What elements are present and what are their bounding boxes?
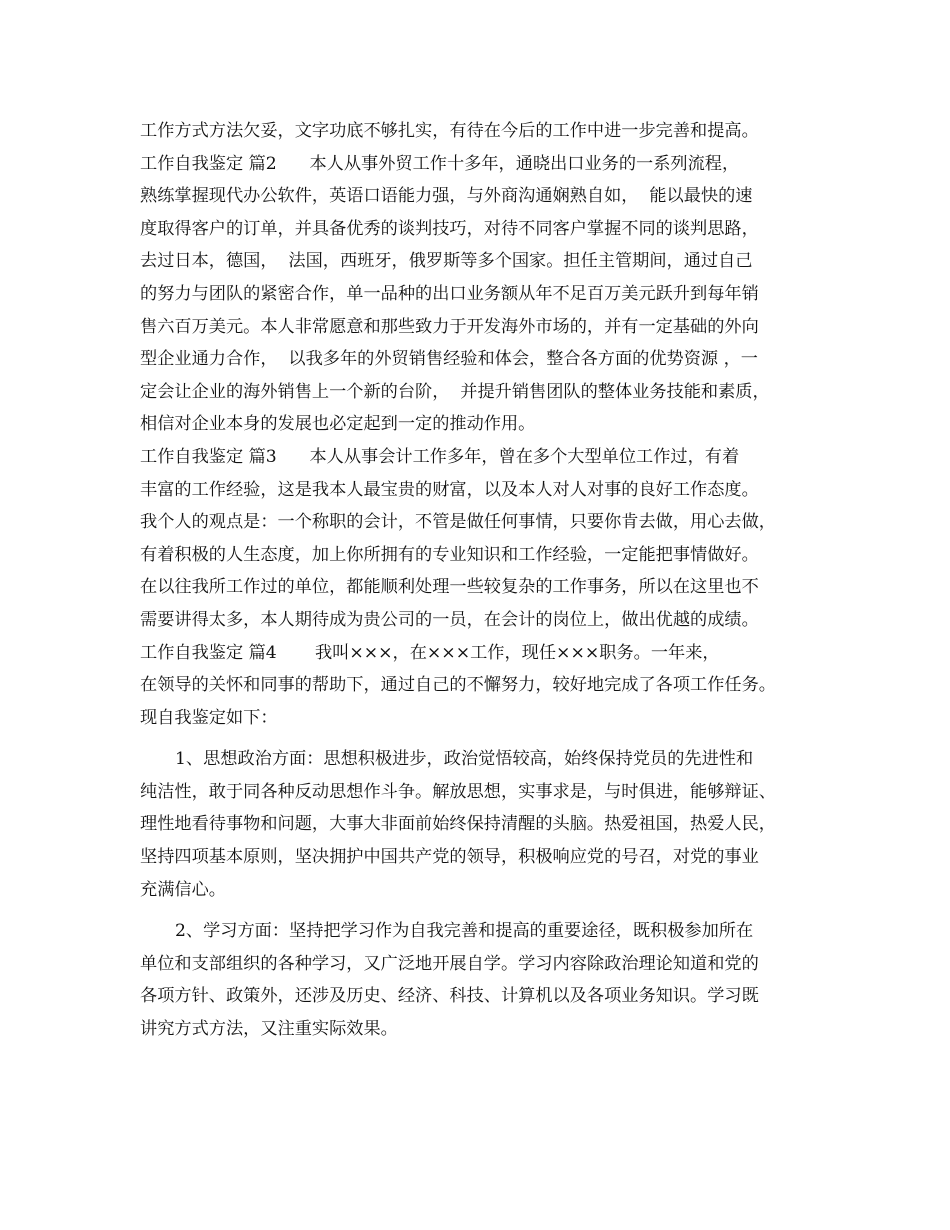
text-line: 去过日本，德国， 法国，西班牙，俄罗斯等多个国家。担任主管期间，通过自己 (140, 251, 753, 272)
text-line: 度取得客户的订单，并具备优秀的谈判技巧，对待不同客户掌握不同的谈判思路， (140, 218, 759, 239)
paragraph-1-line: 纯洁性，敢于同各种反动思想作斗争。解放思想，实事求是，与时俱进，能够辩证、 (140, 781, 776, 802)
paragraph-1-line: 1、思想政治方面：思想积极进步，政治觉悟较高，始终保持党员的先进性和 (175, 749, 754, 770)
paragraph-1-line: 充满信心。 (140, 879, 226, 900)
section-heading-line-4: 工作自我鉴定 篇4 我叫×××，在×××工作，现任×××职务。一年来， (140, 642, 720, 663)
text-line: 在领导的关怀和同事的帮助下，通过自己的不懈努力，较好地完成了各项工作任务。 (140, 675, 776, 696)
text-line: 定会让企业的海外销售上一个新的台阶， 并提升销售团队的整体业务技能和素质， (140, 381, 770, 402)
paragraph-1-line: 坚持四项基本原则，坚决拥护中国共产党的领导，积极响应党的号召，对党的事业 (140, 847, 759, 868)
section-heading-line-2: 工作自我鉴定 篇2 本人从事外贸工作十多年，通晓出口业务的一系列流程， (140, 153, 740, 174)
text-line: 工作方式方法欠妥，文字功底不够扎实，有待在今后的工作中进一步完善和提高。 (140, 121, 759, 141)
paragraph-2-line: 各项方针、政策外，还涉及历史、经济、科技、计算机以及各项业务知识。学习既 (140, 986, 759, 1007)
text-line: 熟练掌握现代办公软件，英语口语能力强，与外商沟通娴熟自如， 能以最快的速 (140, 186, 753, 207)
text-line: 我个人的观点是：一个称职的会计，不管是做任何事情，只要你肯去做，用心去做， (140, 512, 776, 533)
text-line: 在以往我所工作过的单位，都能顺利处理一些较复杂的工作事务，所以在这里也不 (140, 577, 759, 598)
text-line: 需要讲得太多，本人期待成为贵公司的一员，在会计的岗位上，做出优越的成绩。 (140, 609, 759, 630)
text-line: 有着积极的人生态度，加上你所拥有的专业知识和工作经验，一定能把事情做好。 (140, 544, 759, 565)
text-line: 售六百万美元。本人非常愿意和那些致力于开发海外市场的，并有一定基础的外向 (140, 316, 759, 337)
document-body (140, 115, 830, 1046)
paragraph-2-line: 讲究方式方法，又注重实际效果。 (140, 1019, 398, 1040)
paragraph-1-line: 理性地看待事物和问题，大事大非面前始终保持清醒的头脑。热爱祖国，热爱人民， (140, 814, 776, 835)
text-line: 丰富的工作经验，这是我本人最宝贵的财富，以及本人对人对事的良好工作态度。 (140, 479, 759, 500)
paragraph-2-line: 2、学习方面：坚持把学习作为自我完善和提高的重要途径，既积极参加所在 (175, 921, 754, 942)
paragraph-2-line: 单位和支部组织的各种学习，又广泛地开展自学。学习内容除政治理论知道和党的 (140, 953, 759, 974)
text-line: 现自我鉴定如下： (140, 707, 278, 728)
text-line: 型企业通力合作， 以我多年的外贸销售经验和体会，整合各方面的优势资源 ，一 (140, 349, 758, 370)
text-line: 相信对企业本身的发展也必定起到一定的推动作用。 (140, 414, 536, 435)
text-line: 的努力与团队的紧密合作，单一品种的出口业务额从年不足百万美元跃升到每年销 (140, 283, 759, 304)
section-heading-line-3: 工作自我鉴定 篇3 本人从事会计工作多年，曾在多个大型单位工作过，有着 (140, 446, 740, 467)
